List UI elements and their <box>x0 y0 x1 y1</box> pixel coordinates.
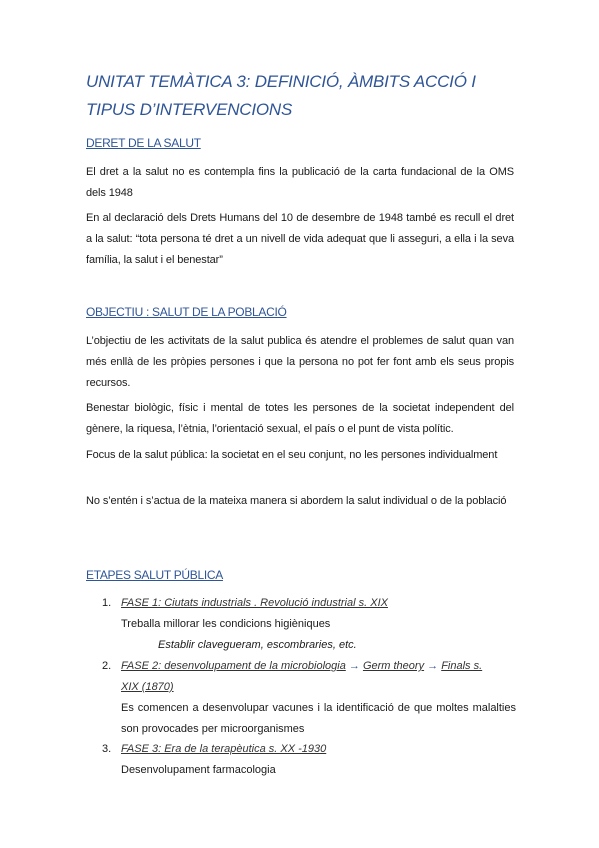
list-item <box>86 593 516 653</box>
phase-subtitle: Germ theory <box>362 660 425 672</box>
paragraph: El dret a la salut no es contempla fins la publicació de la carta fundacional de la OMS dels 1948 <box>86 166 514 199</box>
phase-title-line <box>121 656 482 677</box>
list-item-text: Es comencen a desenvolupar vacunes i la identificació de que moltes malalties son provocades per microorganismes <box>121 702 516 735</box>
paragraph: Focus de la salut pública: la societat en el seu conjunt, no les persones individualment <box>86 449 498 461</box>
phase-date: XIX (1870) <box>121 681 174 693</box>
phase-date: Finals s. <box>441 660 483 672</box>
paragraph: En al declaració dels Drets Humans del 10 de desembre de 1948 també es recull el dret a la salut: “tota persona té dret a un nivell de vida adequat que li asseguri, a ella i la seva família, la salut i el benestar” <box>86 212 514 266</box>
phase-title: FASE 3: Era de la terapèutica s. XX -1930 <box>121 743 327 755</box>
list-item <box>86 656 516 736</box>
paragraph: Benestar biològic, físic i mental de totes les persones de la societat independent del gènere, la riquesa, l’ètnia, l’orientació sexual, el país o el punt de vista polític. <box>86 402 514 435</box>
section-heading-dret-salut: DERET DE LA SALUT <box>86 136 201 150</box>
phase-title: FASE 2: desenvolupament de la microbiologia <box>121 660 346 672</box>
list-number: 2. <box>102 660 112 672</box>
phase-title: FASE 1: Ciutats industrials . Revolució industrial s. XIX <box>121 597 388 609</box>
list-item-text: Treballa millorar les condicions higièniques <box>121 618 331 630</box>
list-item-text: Establir clavegueram, escombraries, etc. <box>158 639 357 651</box>
arrow-right-icon: → <box>427 660 439 672</box>
paragraph: No s’entén i s’actua de la mateixa manera si abordem la salut individual o de la població <box>86 495 507 507</box>
section-heading-etapes: ETAPES SALUT PÚBLICA <box>86 568 223 582</box>
list-number: 1. <box>102 597 112 609</box>
list-item <box>86 739 516 781</box>
paragraph: L’objectiu de les activitats de la salut publica és atendre el problemes de salut quan van més enllà de les pròpies persones i que la persona no pot fer font amb els seus propis recursos. <box>86 335 514 389</box>
list-item-text: Desenvolupament farmacologia <box>121 764 276 776</box>
arrow-right-icon: → <box>348 660 360 672</box>
list-number: 3. <box>102 743 112 755</box>
page-title: UNITAT TEMÀTICA 3: DEFINICIÓ, ÀMBITS ACCIÓ I TIPUS D’INTERVENCIONS <box>86 72 476 119</box>
section-heading-objectiu: OBJECTIU : SALUT DE LA POBLACIÓ <box>86 305 287 319</box>
